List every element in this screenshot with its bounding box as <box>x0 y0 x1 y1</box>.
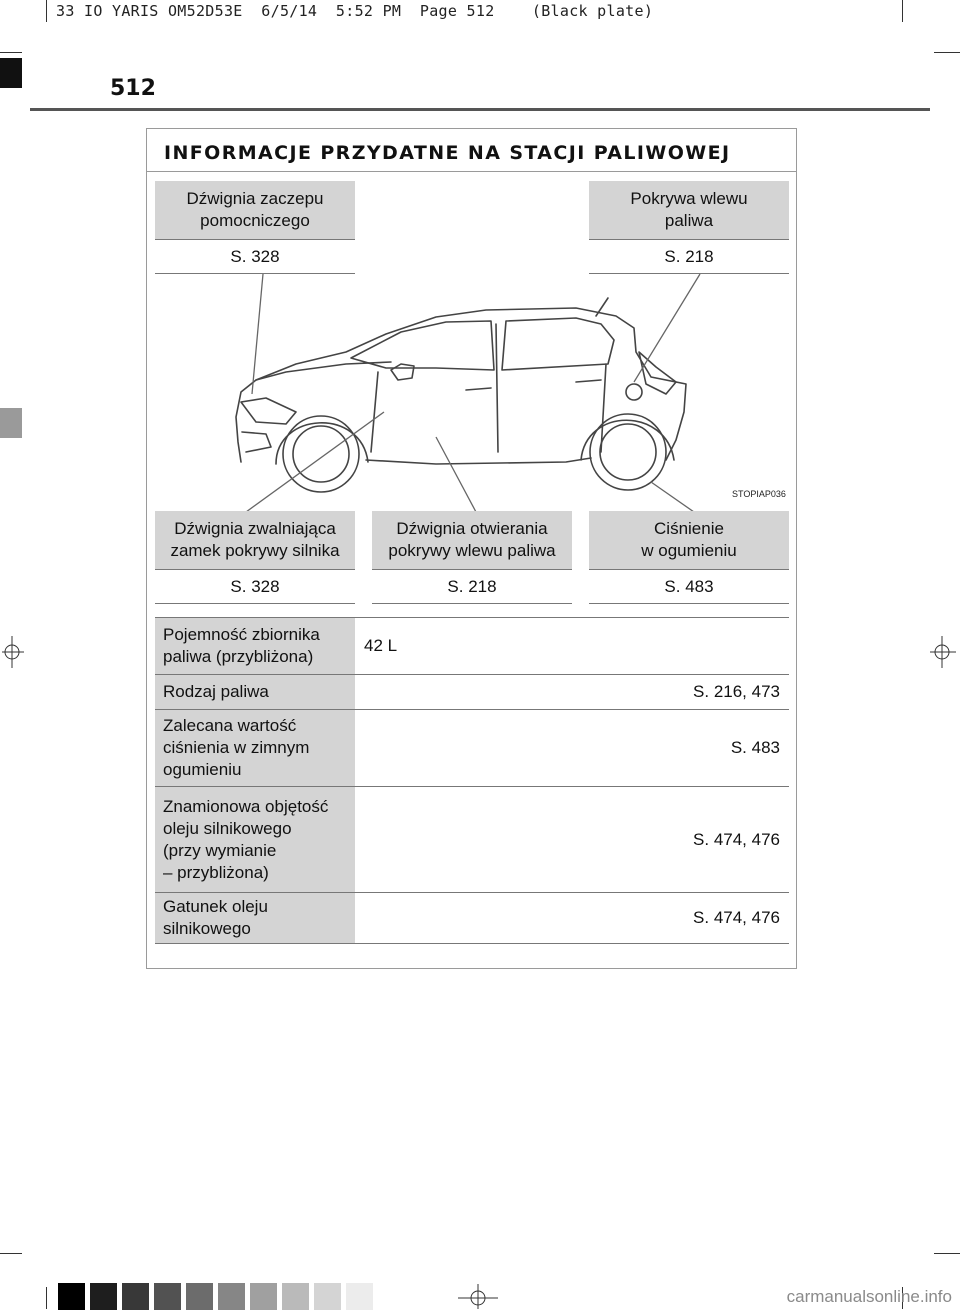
callout-ref-tire-pressure[interactable]: S. 483 <box>589 570 789 604</box>
vehicle-side-view-diagram <box>146 272 797 512</box>
table-row <box>155 709 789 786</box>
callout-label-tire-pressure: Ciśnienie w ogumieniu <box>589 511 789 570</box>
registration-mark-bottom <box>456 1282 500 1309</box>
calibration-swatch <box>90 1283 117 1310</box>
section-tab-marker <box>0 58 22 88</box>
spec-value: 42 L <box>364 636 398 655</box>
table-row <box>155 617 789 674</box>
registration-mark-left <box>0 632 26 672</box>
spec-value[interactable]: S. 216, 473 <box>693 682 780 701</box>
crop-mark <box>0 1253 22 1254</box>
callout-label-auxiliary-catch: Dźwignia zaczepu pomocniczego <box>155 181 355 240</box>
spec-label: Rodzaj paliwa <box>155 675 355 709</box>
chapter-tab-marker <box>0 408 22 438</box>
callout-label-fuel-door-opener: Dźwignia otwierania pokrywy wlewu paliwa <box>372 511 572 570</box>
table-row <box>155 786 789 892</box>
watermark: carmanualsonline.info <box>786 1287 952 1306</box>
callout-ref-hood-release[interactable]: S. 328 <box>155 570 355 604</box>
calibration-swatch <box>282 1283 309 1310</box>
calibration-swatch <box>122 1283 149 1310</box>
title-divider <box>146 171 797 172</box>
calibration-swatch <box>218 1283 245 1310</box>
crop-mark <box>46 0 47 22</box>
spec-label: Znamionowa objętość oleju silnikowego (przy wymianie – przybliżona) <box>155 787 355 892</box>
callout-ref-fuel-door-opener[interactable]: S. 218 <box>372 570 572 604</box>
panel-title: INFORMACJE PRZYDATNE NA STACJI PALIWOWEJ <box>164 142 731 164</box>
calibration-swatch <box>186 1283 213 1310</box>
callout-label-fuel-door: Pokrywa wlewu paliwa <box>589 181 789 240</box>
spec-value[interactable]: S. 474, 476 <box>693 829 780 849</box>
calibration-swatch <box>250 1283 277 1310</box>
table-row <box>155 674 789 709</box>
callout-ref-auxiliary-catch[interactable]: S. 328 <box>155 240 355 274</box>
spec-label: Zalecana wartość ciśnienia w zimnym ogumieniu <box>155 710 355 786</box>
callout-label-hood-release: Dźwignia zwalniająca zamek pokrywy silnika <box>155 511 355 570</box>
callout-ref-fuel-door[interactable]: S. 218 <box>589 240 789 274</box>
crop-mark <box>902 0 903 22</box>
calibration-swatch <box>346 1283 373 1310</box>
spec-label: Gatunek oleju silnikowego <box>155 893 355 943</box>
printer-slug: 33 IO YARIS OM52D53E 6/5/14 5:52 PM Page 512 (Black plate) <box>56 2 654 20</box>
table-row <box>155 892 789 944</box>
calibration-swatch <box>314 1283 341 1310</box>
page-number: 512 <box>110 76 156 101</box>
diagram-code: STOPIAP036 <box>732 489 786 499</box>
calibration-swatch <box>154 1283 181 1310</box>
crop-mark <box>0 52 22 53</box>
header-rule <box>30 108 930 111</box>
crop-mark <box>46 1287 47 1309</box>
crop-mark <box>934 52 960 53</box>
registration-mark-right <box>928 632 958 672</box>
spec-value[interactable]: S. 483 <box>730 738 780 757</box>
calibration-swatch <box>58 1283 85 1310</box>
crop-mark <box>934 1253 960 1254</box>
spec-value[interactable]: S. 474, 476 <box>693 908 780 927</box>
spec-label: Pojemność zbiornika paliwa (przybliżona) <box>155 618 355 674</box>
